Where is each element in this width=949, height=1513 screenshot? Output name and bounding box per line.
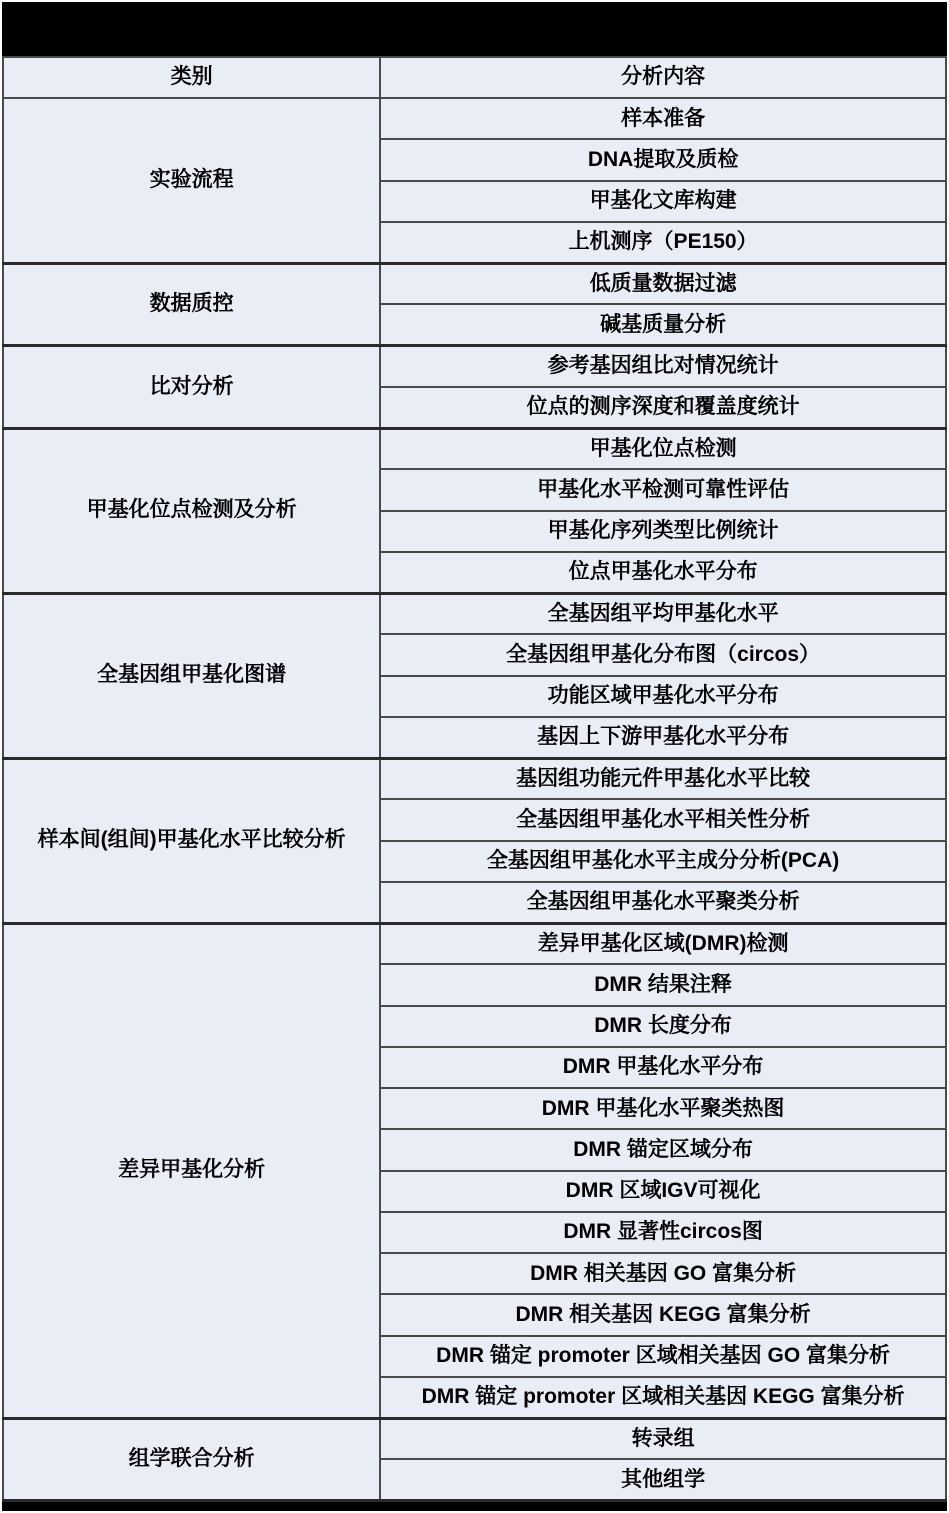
category-cell: 比对分析 [3, 346, 380, 429]
category-cell: 全基因组甲基化图谱 [3, 593, 380, 758]
table-body [3, 98, 946, 1501]
table-header [3, 57, 946, 98]
analysis-item-cell: 碱基质量分析 [380, 304, 946, 345]
category-cell: 数据质控 [3, 263, 380, 346]
table-row [3, 1418, 946, 1459]
analysis-content-table [2, 56, 947, 1502]
analysis-item-cell: 全基因组平均甲基化水平 [380, 593, 946, 634]
table-row [3, 758, 946, 799]
analysis-item-cell: 转录组 [380, 1418, 946, 1459]
analysis-item-cell: 位点甲基化水平分布 [380, 552, 946, 593]
analysis-item-cell: 全基因组甲基化水平聚类分析 [380, 882, 946, 923]
header-row [3, 57, 946, 98]
analysis-item-cell: DMR 相关基因 GO 富集分析 [380, 1253, 946, 1294]
analysis-item-cell: 位点的测序深度和覆盖度统计 [380, 387, 946, 428]
analysis-item-cell: 差异甲基化区域(DMR)检测 [380, 923, 946, 964]
table-row [3, 263, 946, 304]
analysis-item-cell: 全基因组甲基化分布图（circos） [380, 634, 946, 675]
analysis-item-cell: DMR 锚定 promoter 区域相关基因 GO 富集分析 [380, 1336, 946, 1377]
table-row [3, 98, 946, 139]
analysis-item-cell: DNA提取及质检 [380, 139, 946, 180]
table-row [3, 428, 946, 469]
category-cell: 差异甲基化分析 [3, 923, 380, 1418]
analysis-item-cell: 甲基化水平检测可靠性评估 [380, 469, 946, 510]
analysis-item-cell: 低质量数据过滤 [380, 263, 946, 304]
analysis-item-cell: 其他组学 [380, 1459, 946, 1500]
analysis-item-cell: DMR 显著性circos图 [380, 1212, 946, 1253]
column-header-category: 类别 [3, 57, 380, 98]
analysis-item-cell: 甲基化文库构建 [380, 181, 946, 222]
bottom-banner [2, 1502, 947, 1511]
analysis-item-cell: DMR 锚定区域分布 [380, 1129, 946, 1170]
analysis-item-cell: 全基因组甲基化水平相关性分析 [380, 799, 946, 840]
category-cell: 样本间(组间)甲基化水平比较分析 [3, 758, 380, 923]
category-cell: 组学联合分析 [3, 1418, 380, 1501]
analysis-item-cell: DMR 甲基化水平分布 [380, 1047, 946, 1088]
analysis-item-cell: 样本准备 [380, 98, 946, 139]
table-row [3, 923, 946, 964]
analysis-item-cell: DMR 相关基因 KEGG 富集分析 [380, 1294, 946, 1335]
analysis-item-cell: DMR 结果注释 [380, 964, 946, 1005]
analysis-item-cell: 上机测序（PE150） [380, 222, 946, 263]
analysis-item-cell: 基因组功能元件甲基化水平比较 [380, 758, 946, 799]
analysis-item-cell: DMR 区域IGV可视化 [380, 1171, 946, 1212]
analysis-item-cell: 甲基化序列类型比例统计 [380, 511, 946, 552]
category-cell: 甲基化位点检测及分析 [3, 428, 380, 593]
column-header-analysis-content: 分析内容 [380, 57, 946, 98]
analysis-item-cell: 全基因组甲基化水平主成分分析(PCA) [380, 841, 946, 882]
analysis-item-cell: 基因上下游甲基化水平分布 [380, 717, 946, 758]
table-row [3, 346, 946, 387]
analysis-item-cell: 参考基因组比对情况统计 [380, 346, 946, 387]
analysis-item-cell: 甲基化位点检测 [380, 428, 946, 469]
category-cell: 实验流程 [3, 98, 380, 263]
analysis-item-cell: DMR 长度分布 [380, 1006, 946, 1047]
table-row [3, 593, 946, 634]
analysis-item-cell: DMR 甲基化水平聚类热图 [380, 1088, 946, 1129]
analysis-item-cell: DMR 锚定 promoter 区域相关基因 KEGG 富集分析 [380, 1377, 946, 1418]
top-banner [2, 2, 947, 56]
analysis-item-cell: 功能区域甲基化水平分布 [380, 676, 946, 717]
